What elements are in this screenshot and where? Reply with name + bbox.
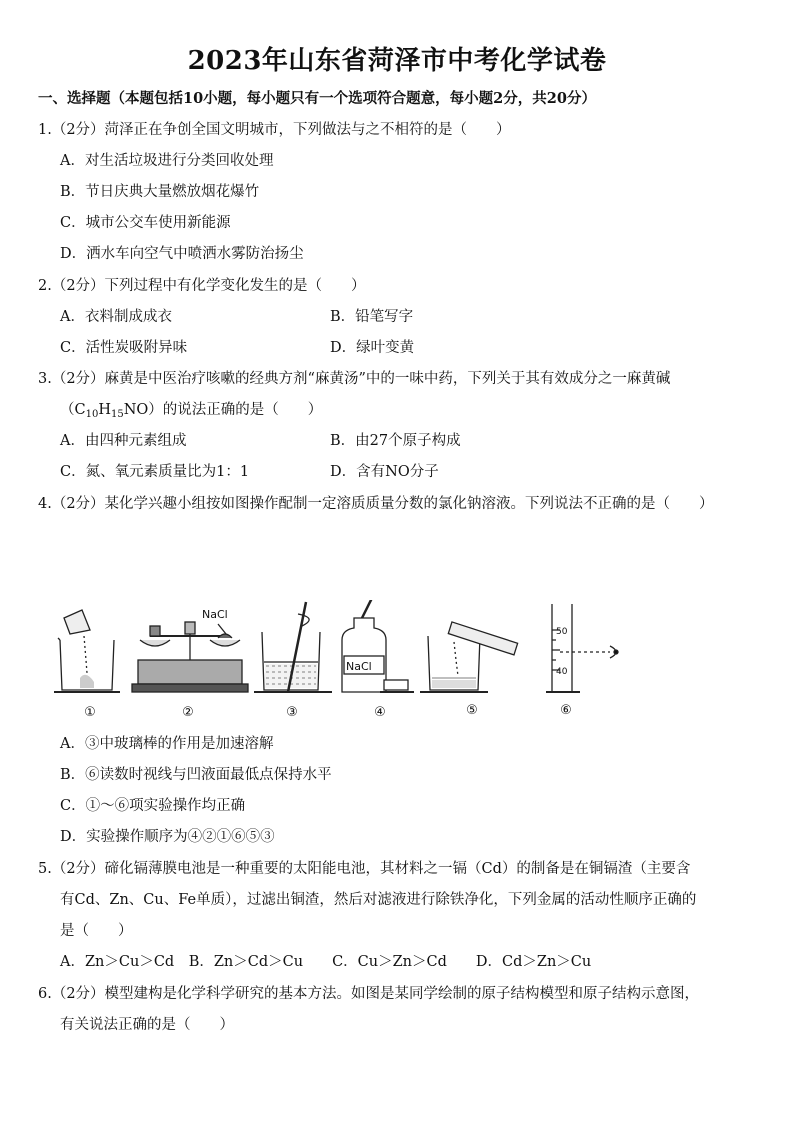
question-3-option-d: D．含有NO分子	[330, 464, 439, 480]
question-5-stem-line1: 5.（2分）碲化镉薄膜电池是一种重要的太阳能电池，其材料之一镉（Cd）的制备是在铜镉渣（主要含	[38, 861, 691, 877]
question-5-stem-line2: 有Cd、Zn、Cu、Fe单质），过滤出铜渣，然后对滤液进行除铁净化，下列金属的活动性顺序正确的	[60, 892, 697, 908]
figure-2-balance	[132, 622, 248, 692]
figure-label-5: ⑤	[466, 703, 478, 718]
experiment-figure	[40, 600, 640, 722]
page-title: 2023年山东省菏泽市中考化学试卷	[187, 46, 607, 76]
question-2-option-d: D．绿叶变黄	[330, 340, 415, 356]
question-5-options: A．Zn＞Cu＞Cd B．Zn＞Cd＞Cu C．Cu＞Zn＞Cd D．Cd＞Zn＞Cu	[60, 954, 592, 970]
question-2-option-a: A．衣料制成成衣	[60, 309, 172, 325]
question-1-stem: 1.（2分）菏泽正在争创全国文明城市，下列做法与之不相符的是（ ）	[38, 122, 511, 138]
question-6-stem-line1: 6.（2分）模型建构是化学科学研究的基本方法。如图是某同学绘制的原子结构模型和原子结构示意图，	[38, 986, 700, 1002]
question-4-option-d: D．实验操作顺序为④②①⑥⑤③	[60, 829, 275, 845]
question-5-stem-line3: 是（ ）	[60, 923, 133, 939]
question-2-stem: 2.（2分）下列过程中有化学变化发生的是（ ）	[38, 278, 366, 294]
figure-6-scale-50: 50	[556, 627, 568, 637]
figure-label-3: ③	[286, 705, 298, 720]
figure-label-6: ⑥	[560, 703, 572, 718]
figure-5-cylinder-pouring	[420, 622, 519, 692]
question-1-option-d: D．洒水车向空气中喷洒水雾防治扬尘	[60, 246, 304, 262]
section-heading: 一、选择题（本题包括10小题，每小题只有一个选项符合题意，每小题2分，共20分）	[38, 90, 596, 107]
figure-4-reagent-bottle	[342, 600, 414, 692]
figure-3-stirring	[254, 602, 332, 692]
figure-4-bottle-label: NaCl	[346, 660, 372, 673]
figure-1-pouring	[54, 610, 120, 692]
question-3-option-c: C．氮、氧元素质量比为1：1	[60, 464, 250, 480]
question-1-option-c: C．城市公交车使用新能源	[60, 215, 231, 231]
question-4-stem: 4.（2分）某化学兴趣小组按如图操作配制一定溶质质量分数的氯化钠溶液。下列说法不正确的是（ ）	[38, 496, 714, 512]
question-6-stem-line2: 有关说法正确的是（ ）	[60, 1017, 234, 1033]
figure-6-cylinder-reading	[546, 604, 618, 692]
question-4-option-c: C．①～⑥项实验操作均正确	[60, 798, 246, 814]
question-3-option-a: A．由四种元素组成	[60, 433, 187, 449]
figure-label-4: ④	[374, 705, 386, 720]
question-3-option-b: B．由27个原子构成	[330, 433, 461, 449]
question-4-option-a: A．③中玻璃棒的作用是加速溶解	[60, 736, 274, 752]
figure-6-scale-40: 40	[556, 667, 568, 677]
question-1-option-b: B．节日庆典大量燃放烟花爆竹	[60, 184, 260, 200]
question-1-option-a: A．对生活垃圾进行分类回收处理	[60, 153, 274, 169]
figure-2-nacl-label: NaCl	[202, 608, 228, 621]
question-2-option-c: C．活性炭吸附异味	[60, 340, 188, 356]
question-3-stem-line2: $(C_{10}H_{15}NO)$的说法正确的是（ ）	[60, 402, 323, 420]
figure-label-1: ①	[84, 705, 96, 720]
question-2-option-b: B．铅笔写字	[330, 309, 414, 325]
question-3-stem-line1: 3.（2分）麻黄是中医治疗咳嗽的经典方剂“麻黄汤”中的一味中药，下列关于其有效成分之一麻黄碱	[38, 371, 671, 387]
question-4-option-b: B．⑥读数时视线与凹液面最低点保持水平	[60, 767, 332, 783]
figure-label-2: ②	[182, 705, 194, 720]
